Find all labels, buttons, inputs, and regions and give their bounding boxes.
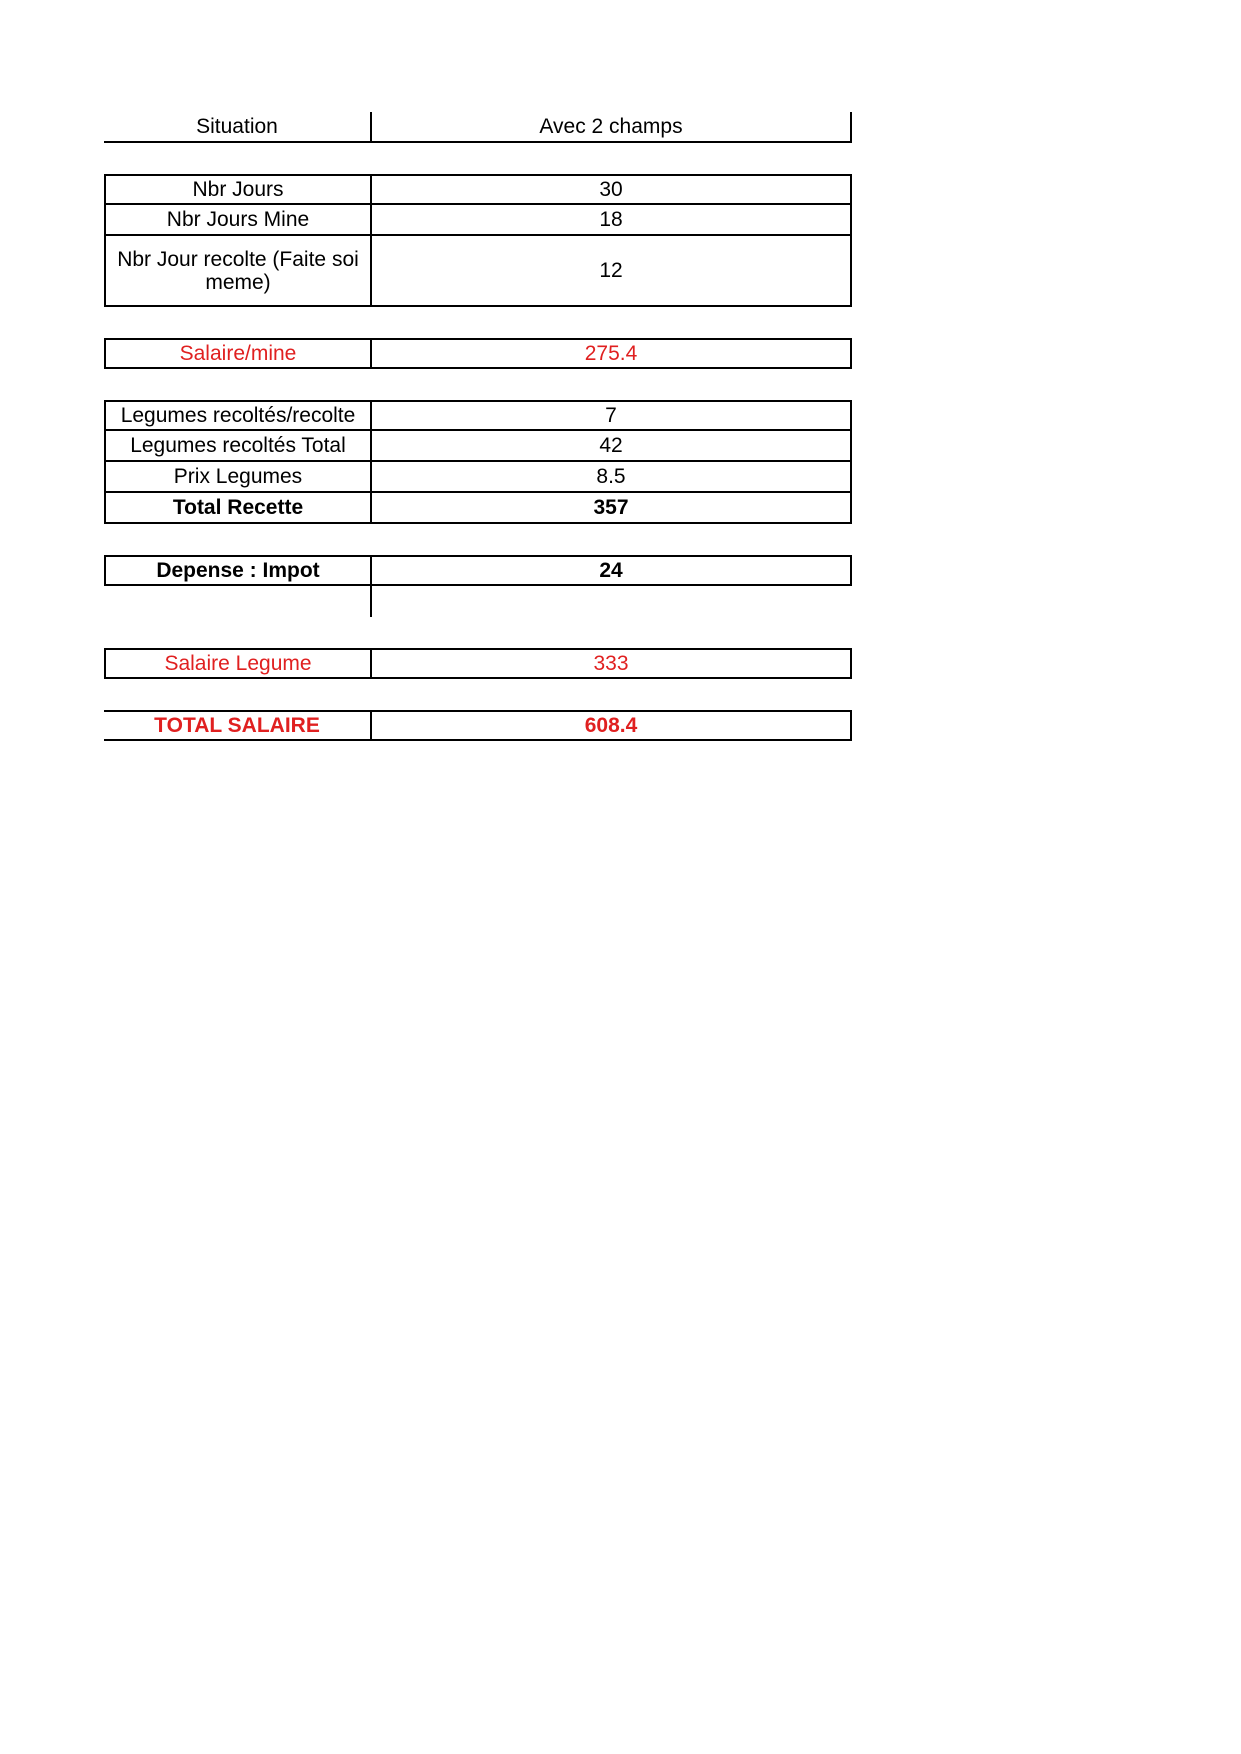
veg-salary-value[interactable]: 333 — [370, 648, 852, 679]
row-spacer — [104, 307, 852, 338]
days-total-value[interactable]: 30 — [370, 174, 852, 205]
total-salary-label[interactable]: TOTAL SALAIRE — [104, 710, 370, 741]
total-salary-value[interactable]: 608.4 — [370, 710, 852, 741]
harvest-row-price — [104, 462, 852, 493]
spreadsheet-table — [104, 112, 852, 741]
days-mine-value[interactable]: 18 — [370, 205, 852, 236]
expense-row — [104, 555, 852, 586]
harvest-total-value[interactable]: 42 — [370, 431, 852, 462]
harvest-per-harvest-value[interactable]: 7 — [370, 400, 852, 431]
mine-salary-row — [104, 338, 852, 369]
expense-value[interactable]: 24 — [370, 555, 852, 586]
days-harvest-label[interactable]: Nbr Jour recolte (Faite soi meme) — [104, 236, 370, 307]
days-total-label[interactable]: Nbr Jours — [104, 174, 370, 205]
expense-blank-row — [104, 586, 852, 617]
harvest-revenue-label[interactable]: Total Recette — [104, 493, 370, 524]
mine-salary-value[interactable]: 275.4 — [370, 338, 852, 369]
expense-label[interactable]: Depense : Impot — [104, 555, 370, 586]
veg-salary-row — [104, 648, 852, 679]
row-spacer — [104, 617, 852, 648]
harvest-price-label[interactable]: Prix Legumes — [104, 462, 370, 493]
blank-label-cell[interactable] — [104, 586, 370, 617]
harvest-revenue-value[interactable]: 357 — [370, 493, 852, 524]
days-row-total — [104, 174, 852, 205]
harvest-row-revenue — [104, 493, 852, 524]
blank-value-cell[interactable] — [370, 586, 852, 617]
mine-salary-label[interactable]: Salaire/mine — [104, 338, 370, 369]
row-spacer — [104, 524, 852, 555]
header-row — [104, 112, 852, 143]
harvest-row-per-harvest — [104, 400, 852, 431]
veg-salary-label[interactable]: Salaire Legume — [104, 648, 370, 679]
days-harvest-value[interactable]: 12 — [370, 236, 852, 307]
row-spacer — [104, 369, 852, 400]
days-mine-label[interactable]: Nbr Jours Mine — [104, 205, 370, 236]
days-row-mine — [104, 205, 852, 236]
harvest-price-value[interactable]: 8.5 — [370, 462, 852, 493]
header-value-cell[interactable]: Avec 2 champs — [370, 112, 852, 143]
days-row-harvest — [104, 236, 852, 307]
harvest-per-harvest-label[interactable]: Legumes recoltés/recolte — [104, 400, 370, 431]
harvest-total-label[interactable]: Legumes recoltés Total — [104, 431, 370, 462]
header-label-cell[interactable]: Situation — [104, 112, 370, 143]
row-spacer — [104, 679, 852, 710]
total-salary-row — [104, 710, 852, 741]
row-spacer — [104, 143, 852, 174]
harvest-row-total — [104, 431, 852, 462]
